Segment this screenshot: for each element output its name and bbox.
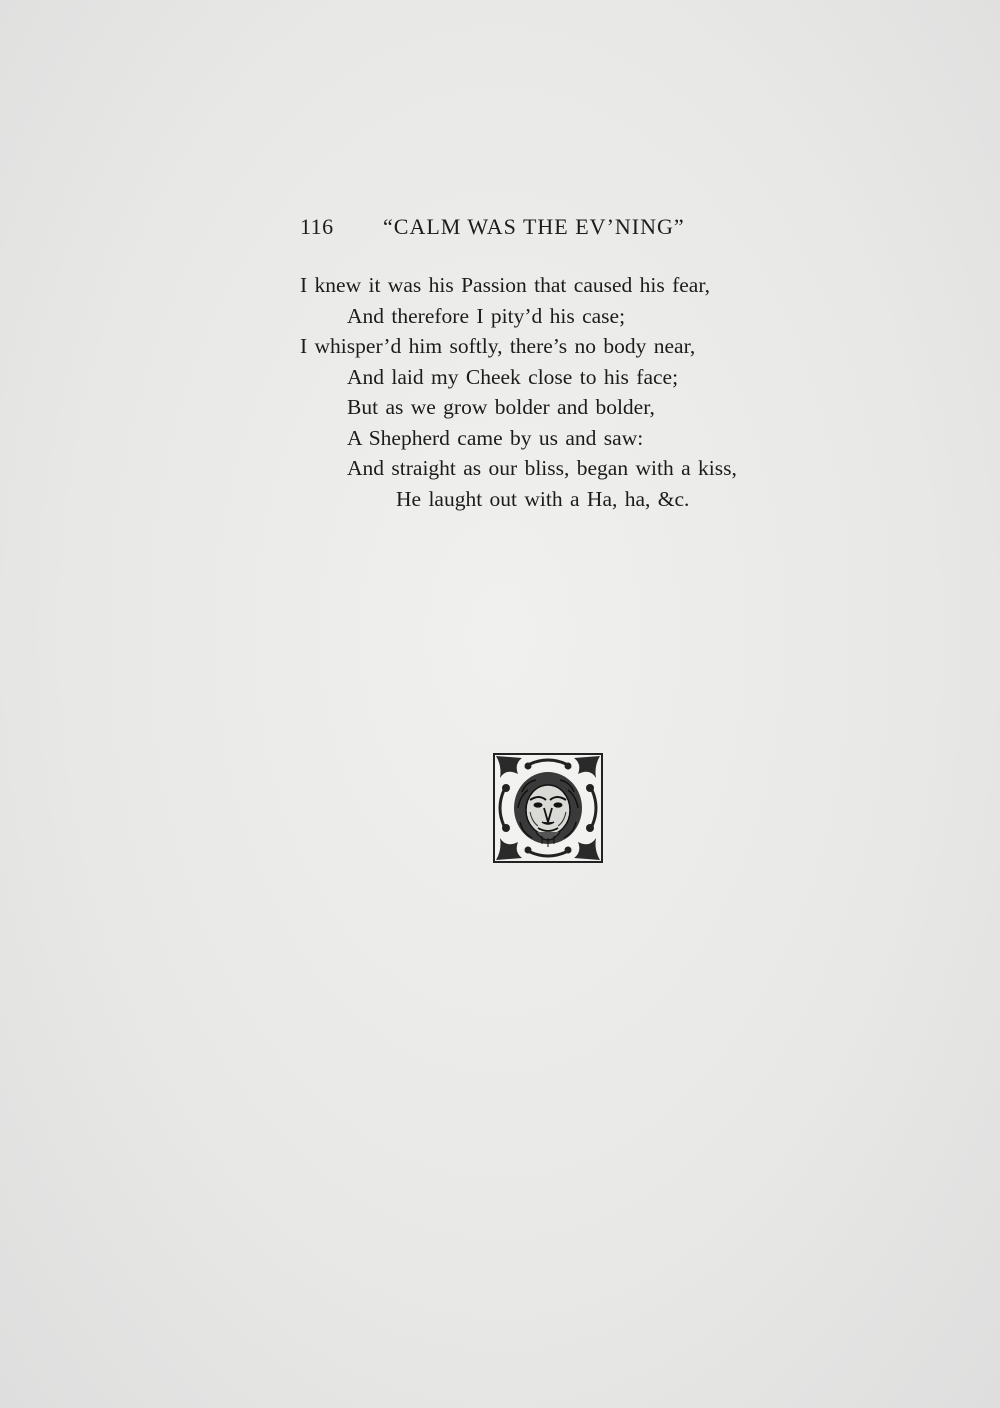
verse-line: A Shepherd came by us and saw: — [347, 425, 644, 450]
verse-line: I knew it was his Passion that caused his fear, — [300, 273, 711, 297]
verse-line: And therefore I pity’d his case; — [347, 303, 626, 328]
verse-line: And laid my Cheek close to his face; — [347, 364, 679, 389]
lion-mask-ornament-icon — [492, 752, 604, 864]
verse-line: But as we grow bolder and bolder, — [347, 395, 655, 419]
running-head — [300, 214, 760, 248]
verse-line: And straight as our bliss, began with a kiss, — [347, 456, 737, 480]
verse-line: He laught out with a Ha, ha, &c. — [396, 486, 690, 511]
page-number: 116 — [300, 214, 334, 239]
poem-stanza — [300, 270, 820, 514]
page-title: “CALM WAS THE EV’NING” — [383, 214, 685, 239]
verse-line: I whisper’d him softly, there’s no body near, — [300, 334, 696, 358]
